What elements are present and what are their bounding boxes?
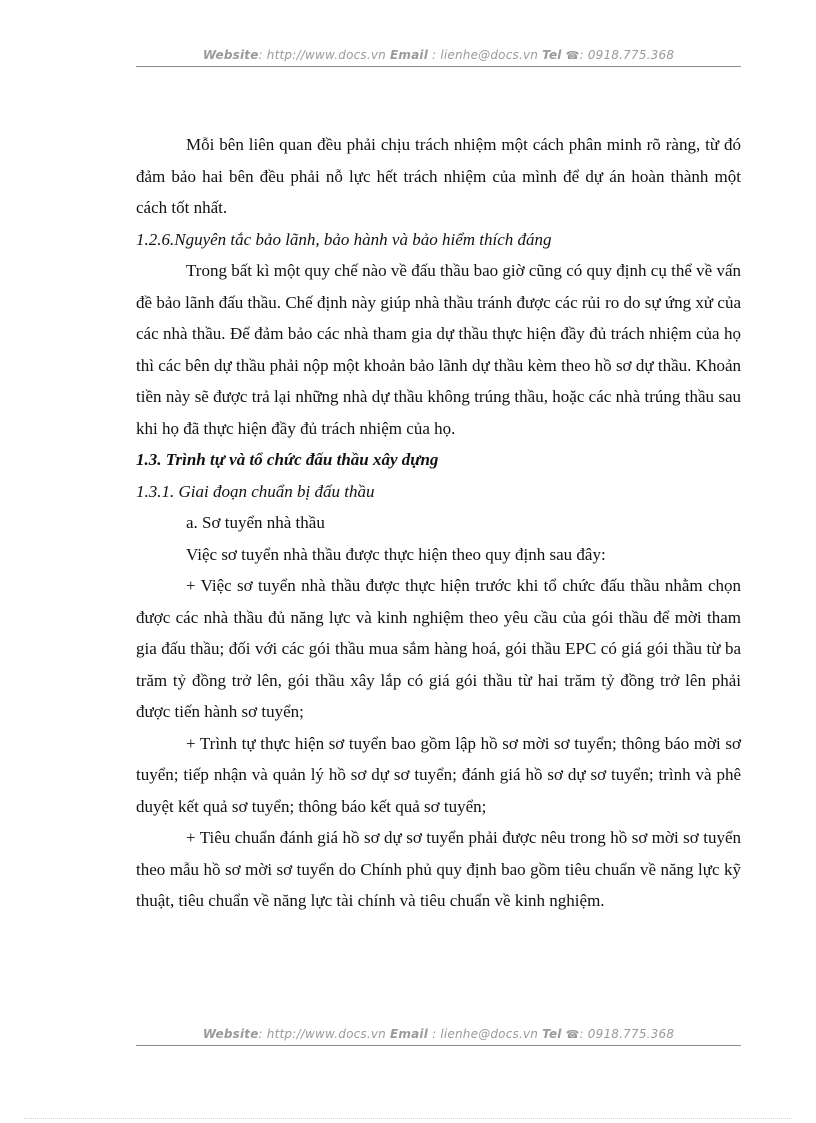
- footer-divider: [136, 1045, 741, 1046]
- footer-website-value: : http://www.docs.vn: [258, 1027, 386, 1041]
- page-header: [136, 48, 741, 62]
- header-website-label: Website: [202, 48, 259, 62]
- page-footer: [136, 1027, 741, 1041]
- footer-email-label: Email: [390, 1027, 429, 1041]
- footer-website-label: Website: [202, 1027, 259, 1041]
- paragraph-responsibility: Mỗi bên liên quan đều phải chịu trách nhiệm một cách phân minh rõ ràng, từ đó đảm bảo hai bên đều phải nỗ lực hết trách nhiệm của mình để dự án hoàn thành một cách tốt nhất.: [136, 135, 741, 217]
- paragraph-prequalification-criteria: + Tiêu chuẩn đánh giá hồ sơ dự sơ tuyển phải được nêu trong hồ sơ mời sơ tuyển theo mẫu hồ sơ mời sơ tuyển do Chính phủ quy định bao gồm tiêu chuẩn về năng lực kỹ thuật, tiêu chuẩn về năng lực tài chính và tiêu chuẩn về kinh nghiệm.: [136, 828, 741, 910]
- header-tel-value: : 0918.775.368: [579, 48, 675, 62]
- header-website-value: : http://www.docs.vn: [258, 48, 386, 62]
- footer-email-value: : lienhe@docs.vn: [432, 1027, 539, 1041]
- footer-tel-value: : 0918.775.368: [579, 1027, 675, 1041]
- header-tel-label: Tel: [542, 48, 562, 62]
- paragraph-prequalification-scope: + Việc sơ tuyển nhà thầu được thực hiện trước khi tổ chức đấu thầu nhằm chọn được các nhà thầu đủ năng lực và kinh nghiệm theo yêu cầu của gói thầu để mời tham gia đấu thầu; đối với các gói thầu mua sắm hàng hoá, gói thầu EPC có giá gói thầu từ ba trăm tỷ đồng trở lên, gói thầu xây lắp có giá gói thầu từ hai trăm tỷ đồng trở lên phải được tiến hành sơ tuyển;: [136, 576, 741, 721]
- heading-1-3: 1.3. Trình tự và tổ chức đấu thầu xây dựng: [136, 450, 439, 469]
- heading-1-2-6: 1.2.6.Nguyên tắc bảo lãnh, bảo hành và bảo hiểm thích đáng: [136, 229, 552, 249]
- paragraph-prequalification-procedure: + Trình tự thực hiện sơ tuyển bao gồm lập hồ sơ mời sơ tuyển; thông báo mời sơ tuyển; tiếp nhận và quản lý hồ sơ dự sơ tuyển; đánh giá hồ sơ dự sơ tuyển; trình và phê duyệt kết quả sơ tuyển; thông báo kết quả sơ tuyển;: [136, 733, 741, 816]
- header-email-value: : lienhe@docs.vn: [432, 48, 539, 62]
- header-email-label: Email: [390, 48, 429, 62]
- paragraph-bid-guarantee: Trong bất kì một quy chế nào về đấu thầu bao giờ cũng có quy định cụ thể về vấn đề bảo lãnh đấu thầu. Chế định này giúp nhà thầu tránh được các rủi ro do sự ứng xử của các nhà thầu. Để đảm bảo các nhà tham gia dự thầu thực hiện đầy đủ trách nhiệm của họ thì các bên dự thầu phải nộp một khoản bảo lãnh dự thầu kèm theo hồ sơ dự thầu. Khoản tiền này sẽ được trả lại những nhà dự thầu không trúng thầu, hoặc các nhà trúng thầu sau khi họ đã thực hiện đầy đủ trách nhiệm của họ.: [136, 261, 741, 438]
- phone-icon: ☎: [565, 1028, 580, 1041]
- phone-icon: ☎: [565, 49, 580, 62]
- paragraph-prequalification-intro: Việc sơ tuyển nhà thầu được thực hiện theo quy định sau đây:: [186, 544, 606, 564]
- subheading-prequalification: a. Sơ tuyển nhà thầu: [186, 513, 325, 532]
- page-edge: [24, 1118, 792, 1119]
- header-divider: [136, 66, 741, 67]
- footer-tel-label: Tel: [542, 1027, 562, 1041]
- document-body: [136, 129, 741, 917]
- heading-1-3-1: 1.3.1. Giai đoạn chuẩn bị đấu thầu: [136, 481, 375, 501]
